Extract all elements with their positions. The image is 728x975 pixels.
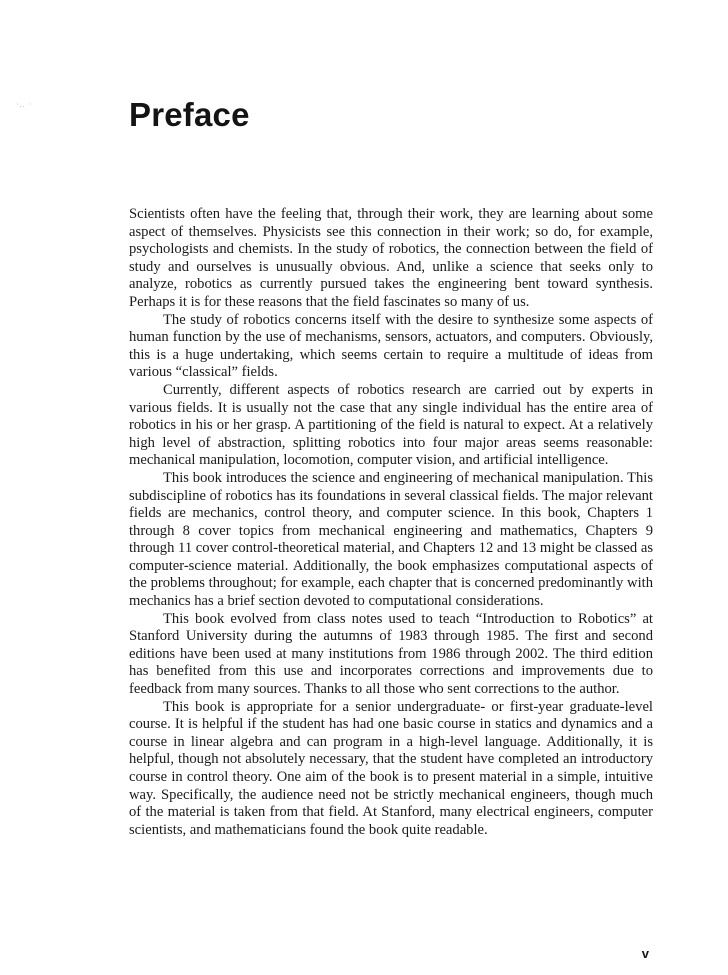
preface-body [129,206,653,839]
paragraph: Scientists often have the feeling that, through their work, they are learning about some aspect of themselves. Physicists see this connection in their work; so do, for example, psychologists and chemists. In the study of robotics, the connection between the field of study and ourselves is unusually obvious. And, unlike a science that seeks only to analyze, robotics as currently pursued takes the engineering bent toward synthesis. Perhaps it is for these reasons that the field fascinates so many of us. [129,206,653,310]
page-number: v [641,946,649,961]
paragraph: This book is appropriate for a senior undergraduate- or first-year graduate-level course. It is helpful if the student has had one basic course in statics and dynamics and a course in linear algebra and can program in a high-level language. Additionally, it is helpful, though not absolutely necessary, that the student have completed an introductory course in control theory. One aim of the book is to present material in a simple, intuitive way. Specifically, the audience need not be strictly mechanical engineers, though much of the material is taken from that field. At Stanford, many electrical engineers, computer scientists, and mathematicians found the book quite readable. [129,698,653,838]
paragraph: This book introduces the science and engineering of mechanical manipulation. This subdiscipline of robotics has its foundations in several classical fields. The major relevant fields are mechanics, control theory, and computer science. In this book, Chapters 1 through 8 cover topics from mechanical engineering and mathematics, Chapters 9 through 11 cover control-theoretical material, and Chapters 12 and 13 might be classed as computer-science material. Additionally, the book emphasizes computational aspects of the problems throughout; for example, each chapter that is concerned predominantly with mechanics has a brief section devoted to computational considerations. [129,469,653,610]
paragraph: The study of robotics concerns itself with the desire to synthesize some aspects of human function by the use of mechanisms, sensors, actuators, and computers. Obviously, this is a huge undertaking, which seems certain to require a multitude of ideas from various “classical” fields. [129,311,653,381]
paragraph: Currently, different aspects of robotics research are carried out by experts in various fields. It is usually not the case that any single individual has the entire area of robotics in his or her grasp. A partitioning of the field is natural to expect. At a relatively high level of abstraction, splitting robotics into four major areas seems reasonable: mechanical manipulation, locomotion, computer vision, and artificial intelligence. [129,381,653,469]
chapter-title: Preface [129,96,250,133]
scan-artifact: ·.. · [16,100,33,109]
paragraph: This book evolved from class notes used to teach “Introduction to Robotics” at Stanford University during the autumns of 1983 through 1985. The first and second editions have been used at many institutions from 1986 through 2002. The third edition has benefited from this use and incorporates corrections and improvements due to feedback from many sources. Thanks to all those who sent corrections to the author. [129,610,653,698]
